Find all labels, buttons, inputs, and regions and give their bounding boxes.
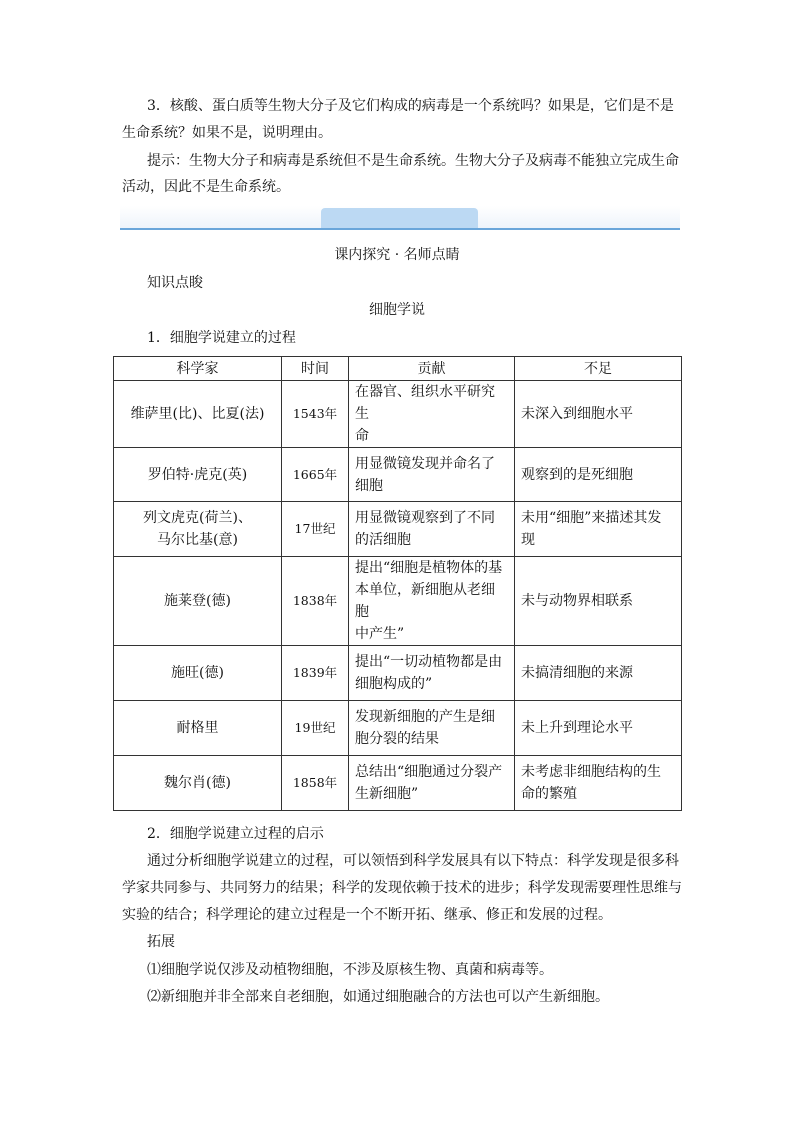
contribution-text: 发现新细胞的产生是细 (355, 709, 495, 725)
shortcoming-cell (515, 756, 682, 811)
history-table (113, 356, 682, 811)
contribution-text: 在器官、组织水平研究生 (355, 384, 495, 422)
shortcoming-text: 未用“细胞”来描述其发 (521, 510, 662, 526)
contribution-text: 胞分裂的结果 (355, 731, 439, 747)
contribution-text: 用显微镜观察到了不同 (355, 510, 495, 526)
shortcoming-text: 未搞清细胞的来源 (521, 665, 633, 681)
contribution-text: 用显微镜发现并命名了 (355, 455, 495, 472)
shortcoming-cell (515, 381, 682, 448)
contribution-text: 提出“一切动植物都是由 (355, 654, 503, 670)
time-cell: 1838年 (282, 557, 349, 646)
header-contribution: 贡献 (349, 357, 515, 381)
table-row (114, 701, 682, 756)
table-row (114, 502, 682, 557)
time-cell: 1665年 (282, 448, 349, 502)
scientist-text: 耐格里 (176, 720, 219, 736)
scientist-cell (114, 557, 282, 646)
shortcoming-cell (515, 646, 682, 701)
contribution-cell (349, 381, 515, 448)
knowledge-label: 知识点睃 (147, 275, 203, 291)
banner-tab (321, 208, 478, 228)
shortcoming-cell (515, 557, 682, 646)
contribution-text: 中产生” (355, 626, 405, 642)
contribution-text: 生新细胞” (355, 786, 419, 802)
time-cell: 1858年 (282, 756, 349, 811)
contribution-text: 总结出“细胞通过分裂产 (355, 764, 503, 780)
extension-item-2: ⑵新细胞并非全部来自老细胞，如通过细胞融合的方法也可以产生新细胞。 (147, 989, 609, 1005)
shortcoming-text: 观察到的是死细胞 (521, 466, 633, 483)
scientist-text: 马尔比基(意) (157, 532, 238, 548)
table-row (114, 756, 682, 811)
scientist-text: 罗伯特·虎克(英) (147, 466, 248, 483)
scientist-text: 列文虎克(荷兰)、 (143, 510, 252, 526)
section-banner (120, 206, 680, 230)
topic-title: 细胞学说 (369, 302, 425, 318)
time-cell: 1839年 (282, 646, 349, 701)
header-shortcoming: 不足 (515, 357, 682, 381)
contribution-text: 命 (355, 428, 369, 444)
question-3-line-1: 3．核酸、蛋白质等生物大分子及它们构成的病毒是一个系统吗？如果是，它们是不是 (147, 98, 674, 114)
contribution-cell (349, 756, 515, 811)
contribution-cell (349, 557, 515, 646)
time-cell: 1543年 (282, 381, 349, 448)
scientist-text: 魏尔肖(德) (164, 775, 231, 791)
shortcoming-cell (515, 701, 682, 756)
question-3-line-2: 生命系统？如果不是，说明理由。 (122, 125, 332, 141)
shortcoming-text: 命的繁殖 (521, 786, 577, 802)
scientist-cell (114, 646, 282, 701)
contribution-cell (349, 701, 515, 756)
table-header-row (114, 357, 682, 381)
shortcoming-cell (515, 502, 682, 557)
point-1-heading: 1．细胞学说建立的过程 (147, 330, 296, 346)
shortcoming-cell (515, 448, 682, 502)
hint-line-2: 活动，因此不是生命系统。 (122, 179, 290, 195)
header-scientist: 科学家 (114, 357, 282, 381)
table-row (114, 646, 682, 701)
contribution-text: 细胞构成的” (355, 676, 433, 692)
scientist-text: 维萨里(比)、比夏(法) (130, 406, 265, 422)
contribution-cell (349, 448, 515, 502)
scientist-cell (114, 502, 282, 557)
hint-line-1: 提示：生物大分子和病毒是系统但不是生命系统。生物大分子及病毒不能独立完成生命 (147, 153, 679, 169)
table-row (114, 381, 682, 448)
table-row (114, 557, 682, 646)
table-row (114, 448, 682, 502)
scientist-cell (114, 756, 282, 811)
contribution-cell (349, 646, 515, 701)
contribution-cell (349, 502, 515, 557)
point-2-body-line-3: 实验的结合；科学理论的建立过程是一个不断开拓、继承、修正和发展的过程。 (122, 907, 612, 923)
scientist-cell (114, 701, 282, 756)
contribution-text: 本单位，新细胞从老细胞 (355, 582, 495, 620)
header-time: 时间 (282, 357, 349, 381)
shortcoming-text: 现 (521, 532, 535, 548)
scientist-text: 施莱登(德) (164, 593, 231, 609)
shortcoming-text: 未与动物界相联系 (521, 593, 633, 609)
point-2-body-line-1: 通过分析细胞学说建立的过程，可以领悟到科学发展具有以下特点：科学发现是很多科 (147, 853, 679, 869)
point-2-heading: 2．细胞学说建立过程的启示 (147, 826, 324, 842)
shortcoming-text: 未考虑非细胞结构的生 (521, 764, 661, 780)
scientist-cell (114, 381, 282, 448)
contribution-text: 细胞 (355, 477, 383, 494)
banner-rule (120, 228, 680, 230)
section-title: 课内探究 · 名师点睛 (334, 247, 460, 263)
contribution-text: 提出“细胞是植物体的基 (355, 560, 503, 576)
point-2-body-line-2: 学家共同参与、共同努力的结果；科学的发现依赖于技术的进步；科学发现需要理性思维与 (122, 880, 682, 896)
time-cell: 19世纪 (282, 701, 349, 756)
time-cell: 17世纪 (282, 502, 349, 557)
contribution-text: 的活细胞 (355, 532, 411, 548)
shortcoming-text: 未深入到细胞水平 (521, 406, 633, 422)
scientist-cell (114, 448, 282, 502)
extension-label: 拓展 (147, 934, 175, 950)
scientist-text: 施旺(德) (171, 665, 224, 681)
shortcoming-text: 未上升到理论水平 (521, 720, 633, 736)
extension-item-1: ⑴细胞学说仅涉及动植物细胞，不涉及原核生物、真菌和病毒等。 (147, 962, 553, 978)
